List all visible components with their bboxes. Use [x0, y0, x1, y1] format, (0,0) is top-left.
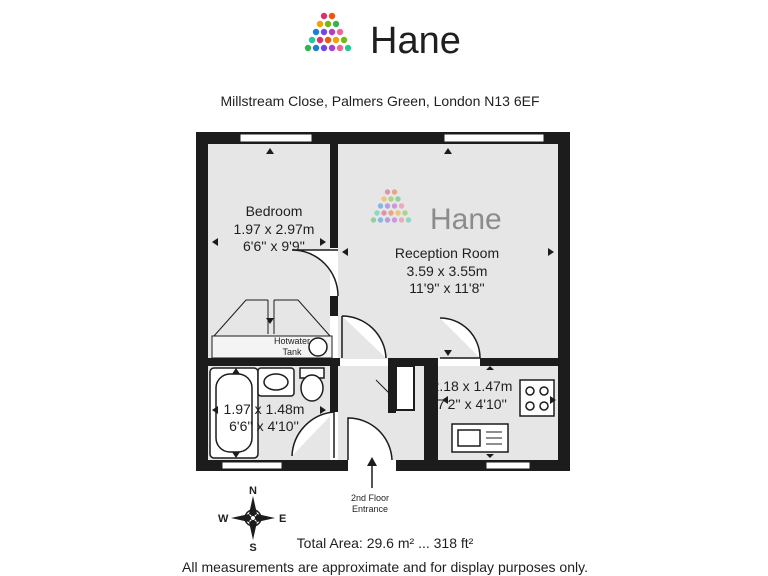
- room-reception: [395, 245, 499, 296]
- compass-rose-icon: [218, 485, 286, 554]
- logo-dot: [402, 210, 407, 215]
- logo-dot: [378, 217, 383, 222]
- kitchen-imperial: 7'2'' x 4'10'': [437, 396, 507, 412]
- logo-dot: [341, 37, 347, 43]
- compass-s: S: [249, 542, 257, 554]
- compass-n: N: [249, 485, 257, 497]
- logo-dot: [388, 210, 393, 215]
- logo-dot: [392, 189, 397, 194]
- total-area: Total Area: 29.6 m² ... 318 ft²: [296, 535, 474, 551]
- watermark-name: Hane: [430, 203, 502, 236]
- hotwater-line1: Hotwater: [273, 336, 311, 346]
- hob-icon: [520, 380, 554, 416]
- kitchen-metric: 2.18 x 1.47m: [431, 378, 513, 394]
- toilet-icon: [301, 375, 323, 401]
- logo-dot: [337, 29, 343, 35]
- logo-dot: [395, 210, 400, 215]
- logo-dot: [371, 217, 376, 222]
- disclaimer: All measurements are approximate and for display purposes only.: [182, 559, 588, 575]
- bedroom-metric: 1.97 x 2.97m: [233, 221, 315, 237]
- bathroom-metric: 1.97 x 1.48m: [223, 401, 305, 417]
- logo-dot: [392, 217, 397, 222]
- property-address: Millstream Close, Palmers Green, London N13 6EF: [220, 93, 540, 109]
- logo-dot: [317, 21, 323, 27]
- logo-dot: [378, 203, 383, 208]
- entrance-line1: 2nd Floor: [350, 493, 390, 503]
- hob-ring: [540, 387, 548, 395]
- logo-dot: [385, 189, 390, 194]
- logo-dot: [309, 37, 315, 43]
- logo-dot: [337, 45, 343, 51]
- logo-dot: [381, 210, 386, 215]
- logo-dot: [406, 217, 411, 222]
- logo-dot: [333, 21, 339, 27]
- hob-ring: [526, 402, 534, 410]
- logo-dot: [385, 217, 390, 222]
- logo-dot: [329, 29, 335, 35]
- logo-dot: [388, 196, 393, 201]
- compass-e: E: [279, 513, 287, 525]
- logo-dot: [325, 21, 331, 27]
- logo-dot: [392, 203, 397, 208]
- room-bathroom: [224, 401, 305, 434]
- logo-dot: [374, 210, 379, 215]
- logo-dots-icon: [305, 13, 351, 51]
- logo-dot: [381, 196, 386, 201]
- logo-dot: [313, 45, 319, 51]
- brand-name: Hane: [370, 20, 461, 62]
- logo-dot: [321, 29, 327, 35]
- compass-w: W: [218, 513, 229, 525]
- logo-dot: [399, 203, 404, 208]
- reception-metric: 3.59 x 3.55m: [406, 263, 488, 279]
- logo-dot: [395, 196, 400, 201]
- logo-dot: [385, 203, 390, 208]
- logo-dot: [399, 217, 404, 222]
- logo-dot: [317, 37, 323, 43]
- hotwater-line2: Tank: [282, 347, 302, 357]
- logo-dot: [313, 29, 319, 35]
- room-bedroom: [234, 203, 315, 254]
- logo-dot: [321, 13, 327, 19]
- logo-dot: [325, 37, 331, 43]
- logo-dot: [305, 45, 311, 51]
- entrance-marker: [351, 457, 389, 514]
- logo-dot: [333, 37, 339, 43]
- logo-dot: [329, 45, 335, 51]
- bedroom-imperial: 6'6'' x 9'9'': [243, 238, 305, 254]
- logo-dot: [345, 45, 351, 51]
- hob-ring: [526, 387, 534, 395]
- bedroom-name: Bedroom: [245, 203, 303, 219]
- bathroom-imperial: 6'6'' x 4'10'': [229, 418, 299, 434]
- reception-imperial: 11'9'' x 11'8'': [409, 280, 485, 296]
- brand-logo: [305, 13, 461, 62]
- hob-ring: [540, 402, 548, 410]
- logo-dot: [321, 45, 327, 51]
- logo-dot: [329, 13, 335, 19]
- reception-name: Reception Room: [394, 245, 500, 261]
- sink-bowl: [458, 430, 480, 446]
- entrance-line2: Entrance: [351, 504, 389, 514]
- basin-bowl: [264, 374, 288, 390]
